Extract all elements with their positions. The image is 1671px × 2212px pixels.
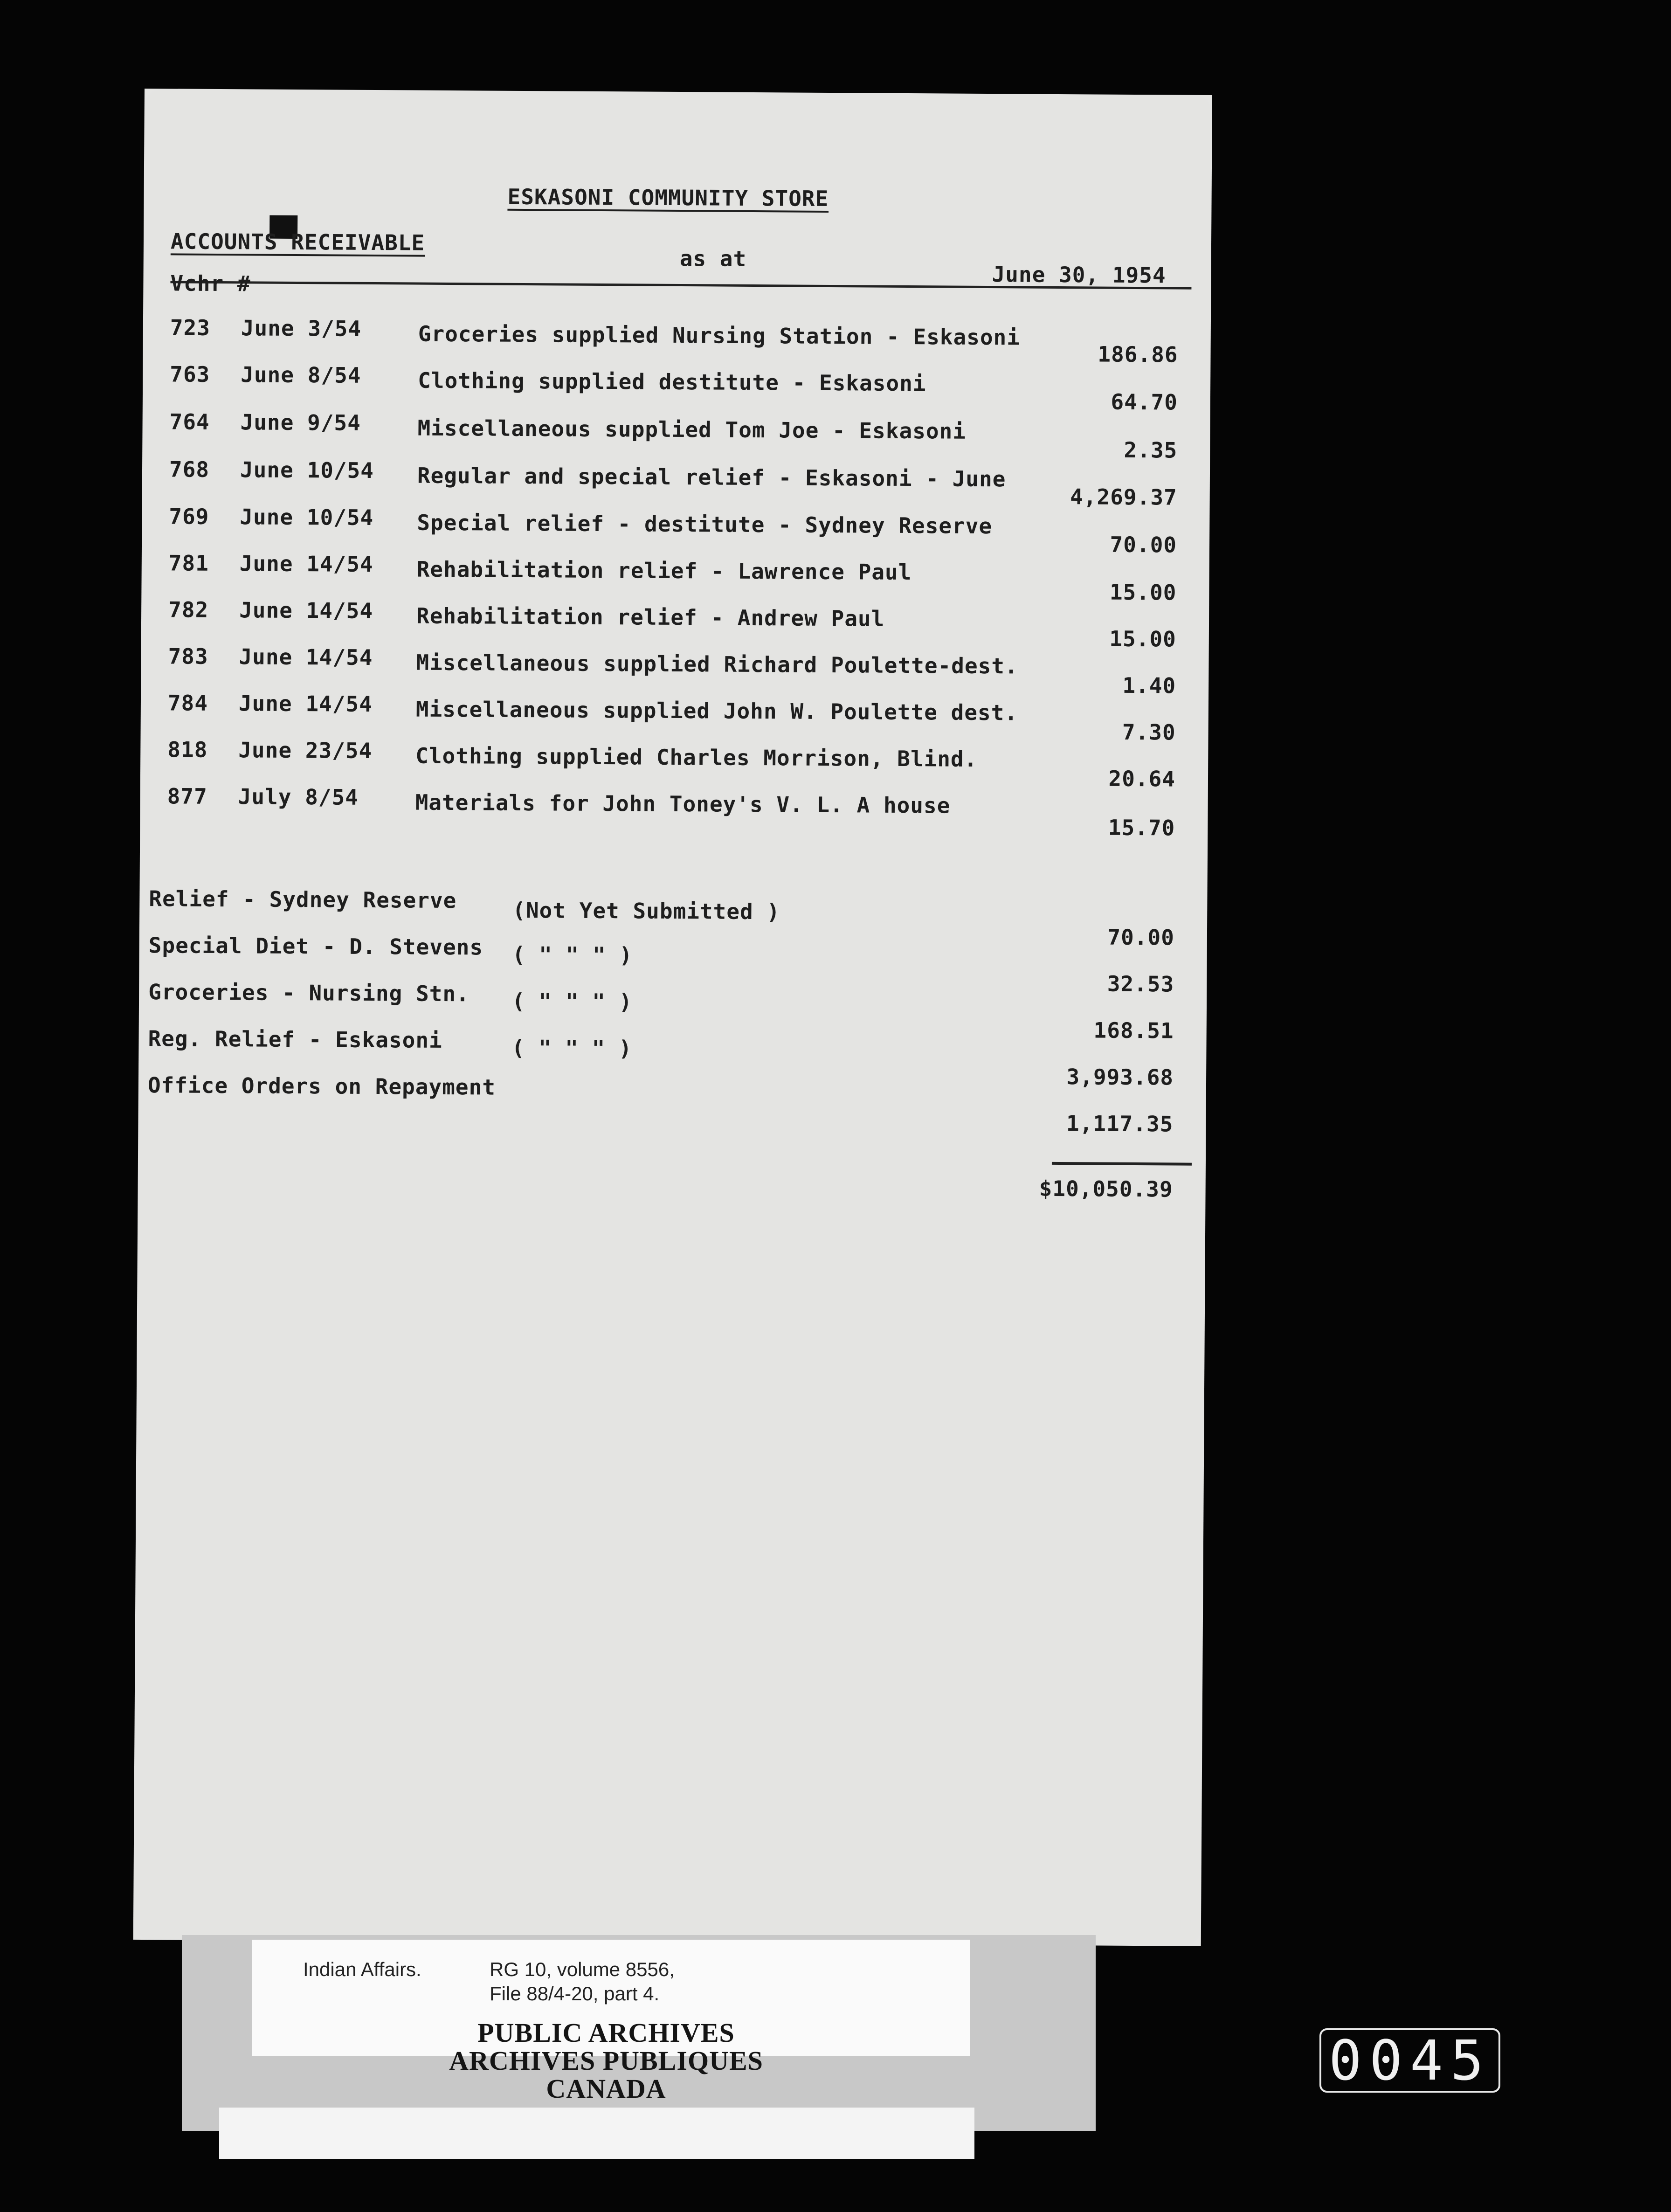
entry-amount: 64.70 (1111, 389, 1178, 415)
entry-date: June 23/54 (238, 737, 373, 764)
entry-date: June 10/54 (240, 457, 374, 484)
entry-date: June 3/54 (241, 315, 362, 341)
entry-amount: 70.00 (1110, 532, 1177, 558)
pending-note: (Not Yet Submitted ) (512, 897, 780, 925)
entry-voucher: 782 (168, 597, 209, 622)
archive-reference-line2: File 88/4-20, part 4. (490, 1983, 660, 2005)
pending-note: ( " " " ) (512, 941, 633, 968)
entry-amount: 186.86 (1098, 341, 1178, 367)
stamp-line1: PUBLIC ARCHIVES (477, 2018, 735, 2048)
archive-agency: Indian Affairs. (303, 1958, 421, 1980)
entry-amount: 15.00 (1109, 626, 1176, 652)
entry-description: Miscellaneous supplied Tom Joe - Eskasoni (417, 415, 967, 444)
entry-description: Regular and special relief - Eskasoni - June (417, 463, 1006, 492)
entry-voucher: 764 (169, 409, 210, 435)
entry-voucher: 768 (169, 456, 210, 482)
pending-amount: 70.00 (1107, 924, 1175, 950)
pending-note: ( " " " ) (511, 988, 633, 1015)
entry-voucher: 783 (168, 643, 208, 669)
entry-description: Miscellaneous supplied John W. Poulette dest. (415, 696, 1018, 726)
entry-voucher: 877 (167, 783, 207, 809)
pending-description: Office Orders on Repayment (147, 1072, 496, 1100)
pending-note: ( " " " ) (511, 1035, 632, 1061)
entry-voucher: 818 (167, 737, 208, 762)
entry-amount: 20.64 (1108, 766, 1176, 792)
accounts-receivable-heading: ACCOUNTS RECEIVABLE (170, 228, 425, 256)
entry-date: June 14/54 (239, 597, 373, 624)
entry-amount: 7.30 (1122, 719, 1176, 745)
pending-description: Special Diet - D. Stevens (148, 933, 483, 960)
entry-description: Groceries supplied Nursing Station - Eskasoni (418, 321, 1021, 350)
grand-total: $10,050.39 (1039, 1175, 1173, 1202)
pending-amount: 3,993.68 (1066, 1064, 1174, 1090)
entry-date: June 14/54 (239, 551, 373, 577)
total-rule (1052, 1162, 1192, 1166)
frame-number: 0045 (1319, 2028, 1500, 2093)
entry-date: July 8/54 (238, 784, 359, 810)
archive-stamp (298, 2019, 914, 2103)
pending-amount: 168.51 (1093, 1017, 1174, 1044)
entry-voucher: 784 (167, 690, 208, 716)
entry-date: June 10/54 (240, 504, 374, 531)
entry-voucher: 723 (170, 315, 211, 340)
document-title: ESKASONI COMMUNITY STORE (507, 184, 829, 211)
entry-amount: 1.40 (1122, 672, 1176, 698)
entry-voucher: 769 (169, 504, 209, 529)
entry-voucher: 763 (170, 361, 210, 387)
as-at-label: as at (679, 246, 747, 271)
entry-amount: 2.35 (1124, 437, 1178, 463)
entry-voucher: 781 (168, 550, 209, 576)
entry-date: June 14/54 (238, 691, 373, 717)
document-page (133, 89, 1212, 1946)
entry-description: Materials for John Toney's V. L. A house (415, 789, 951, 818)
entry-amount: 15.00 (1109, 579, 1177, 605)
entry-description: Clothing supplied destitute - Eskasoni (418, 367, 926, 396)
entry-date: June 9/54 (240, 409, 361, 435)
pending-amount: 1,117.35 (1066, 1111, 1174, 1137)
archive-reference-line1: RG 10, volume 8556, (490, 1958, 675, 1980)
pending-description: Relief - Sydney Reserve (149, 886, 457, 913)
pending-amount: 32.53 (1107, 971, 1174, 997)
entry-amount: 15.70 (1108, 815, 1175, 841)
stamp-line3: CANADA (546, 2074, 666, 2104)
archive-label-lower (219, 2108, 974, 2159)
entry-amount: 4,269.37 (1070, 484, 1177, 510)
voucher-column-header: Vchr # (170, 270, 251, 297)
entry-description: Rehabilitation relief - Lawrence Paul (416, 556, 912, 585)
entry-description: Rehabilitation relief - Andrew Paul (416, 603, 885, 631)
pending-description: Reg. Relief - Eskasoni (148, 1026, 442, 1053)
entry-description: Miscellaneous supplied Richard Poulette-dest. (416, 650, 1018, 679)
stamp-line2: ARCHIVES PUBLIQUES (449, 2046, 763, 2076)
entry-date: June 14/54 (239, 644, 373, 671)
entry-date: June 8/54 (241, 362, 361, 388)
entry-description: Clothing supplied Charles Morrison, Blind. (415, 743, 978, 772)
pending-description: Groceries - Nursing Stn. (148, 979, 470, 1007)
entry-description: Special relief - destitute - Sydney Reserve (417, 510, 993, 539)
report-date: June 30, 1954 (992, 262, 1166, 288)
